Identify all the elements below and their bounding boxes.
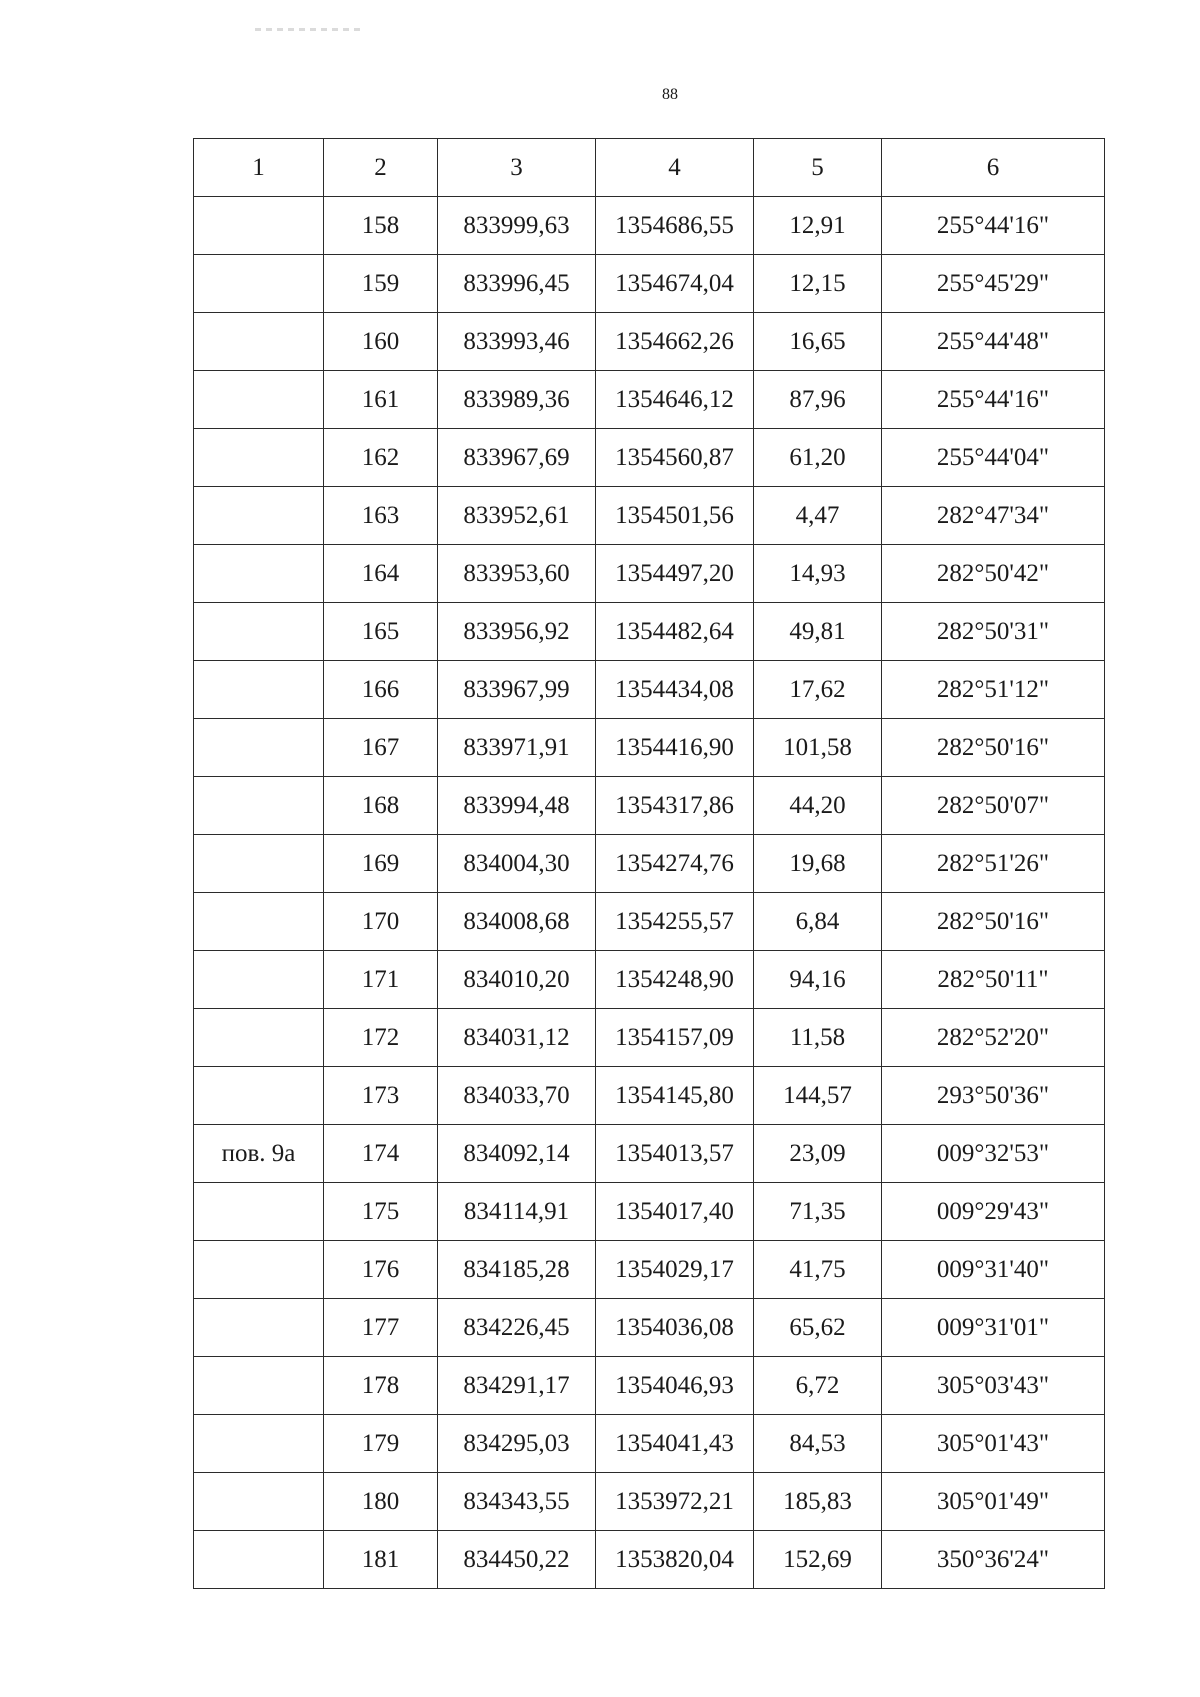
turn-label-cell bbox=[194, 313, 324, 371]
point-number-cell: 174 bbox=[324, 1125, 438, 1183]
turn-label-cell bbox=[194, 719, 324, 777]
distance-cell: 41,75 bbox=[754, 1241, 882, 1299]
table-body bbox=[194, 197, 1105, 1589]
distance-cell: 101,58 bbox=[754, 719, 882, 777]
distance-cell: 144,57 bbox=[754, 1067, 882, 1125]
bearing-cell: 350°36'24" bbox=[882, 1531, 1105, 1589]
bearing-cell: 009°29'43" bbox=[882, 1183, 1105, 1241]
distance-cell: 44,20 bbox=[754, 777, 882, 835]
bearing-cell: 255°44'16" bbox=[882, 371, 1105, 429]
point-number-cell: 166 bbox=[324, 661, 438, 719]
turn-label-cell bbox=[194, 603, 324, 661]
turn-label-cell bbox=[194, 1357, 324, 1415]
bearing-cell: 009°32'53" bbox=[882, 1125, 1105, 1183]
y-coordinate-cell: 1354255,57 bbox=[596, 893, 754, 951]
bearing-cell: 282°50'11" bbox=[882, 951, 1105, 1009]
x-coordinate-cell: 834450,22 bbox=[438, 1531, 596, 1589]
y-coordinate-cell: 1353820,04 bbox=[596, 1531, 754, 1589]
turn-label-cell bbox=[194, 197, 324, 255]
x-coordinate-cell: 834033,70 bbox=[438, 1067, 596, 1125]
x-coordinate-cell: 834031,12 bbox=[438, 1009, 596, 1067]
point-number-cell: 162 bbox=[324, 429, 438, 487]
distance-cell: 185,83 bbox=[754, 1473, 882, 1531]
page-number: 88 bbox=[662, 86, 678, 103]
distance-cell: 17,62 bbox=[754, 661, 882, 719]
turn-label-cell bbox=[194, 951, 324, 1009]
bearing-cell: 305°01'43" bbox=[882, 1415, 1105, 1473]
x-coordinate-cell: 833999,63 bbox=[438, 197, 596, 255]
distance-cell: 12,91 bbox=[754, 197, 882, 255]
distance-cell: 152,69 bbox=[754, 1531, 882, 1589]
distance-cell: 16,65 bbox=[754, 313, 882, 371]
table-row bbox=[194, 1357, 1105, 1415]
x-coordinate-cell: 834004,30 bbox=[438, 835, 596, 893]
turn-label-cell bbox=[194, 429, 324, 487]
y-coordinate-cell: 1354046,93 bbox=[596, 1357, 754, 1415]
turn-label-cell bbox=[194, 255, 324, 313]
distance-cell: 49,81 bbox=[754, 603, 882, 661]
bearing-cell: 009°31'40" bbox=[882, 1241, 1105, 1299]
x-coordinate-cell: 834185,28 bbox=[438, 1241, 596, 1299]
x-coordinate-cell: 833971,91 bbox=[438, 719, 596, 777]
bearing-cell: 305°03'43" bbox=[882, 1357, 1105, 1415]
point-number-cell: 160 bbox=[324, 313, 438, 371]
turn-label-cell bbox=[194, 1415, 324, 1473]
turn-label-cell bbox=[194, 1009, 324, 1067]
point-number-cell: 173 bbox=[324, 1067, 438, 1125]
column-header: 2 bbox=[324, 139, 438, 197]
distance-cell: 12,15 bbox=[754, 255, 882, 313]
x-coordinate-cell: 833993,46 bbox=[438, 313, 596, 371]
x-coordinate-cell: 833953,60 bbox=[438, 545, 596, 603]
column-header: 3 bbox=[438, 139, 596, 197]
point-number-cell: 167 bbox=[324, 719, 438, 777]
distance-cell: 87,96 bbox=[754, 371, 882, 429]
table-row bbox=[194, 1125, 1105, 1183]
distance-cell: 14,93 bbox=[754, 545, 882, 603]
table-row bbox=[194, 719, 1105, 777]
y-coordinate-cell: 1354017,40 bbox=[596, 1183, 754, 1241]
bearing-cell: 255°44'04" bbox=[882, 429, 1105, 487]
coordinates-table bbox=[193, 138, 1105, 1589]
x-coordinate-cell: 833967,99 bbox=[438, 661, 596, 719]
y-coordinate-cell: 1354041,43 bbox=[596, 1415, 754, 1473]
table-row bbox=[194, 1473, 1105, 1531]
table-row bbox=[194, 255, 1105, 313]
point-number-cell: 169 bbox=[324, 835, 438, 893]
turn-label-cell bbox=[194, 1183, 324, 1241]
distance-cell: 65,62 bbox=[754, 1299, 882, 1357]
y-coordinate-cell: 1354274,76 bbox=[596, 835, 754, 893]
bearing-cell: 009°31'01" bbox=[882, 1299, 1105, 1357]
x-coordinate-cell: 834010,20 bbox=[438, 951, 596, 1009]
point-number-cell: 172 bbox=[324, 1009, 438, 1067]
point-number-cell: 171 bbox=[324, 951, 438, 1009]
y-coordinate-cell: 1354560,87 bbox=[596, 429, 754, 487]
bearing-cell: 282°50'16" bbox=[882, 893, 1105, 951]
point-number-cell: 180 bbox=[324, 1473, 438, 1531]
bearing-cell: 282°50'42" bbox=[882, 545, 1105, 603]
table-row bbox=[194, 835, 1105, 893]
y-coordinate-cell: 1354317,86 bbox=[596, 777, 754, 835]
table-row bbox=[194, 371, 1105, 429]
turn-label-cell: пов. 9а bbox=[194, 1125, 324, 1183]
turn-label-cell bbox=[194, 661, 324, 719]
point-number-cell: 181 bbox=[324, 1531, 438, 1589]
point-number-cell: 176 bbox=[324, 1241, 438, 1299]
y-coordinate-cell: 1354497,20 bbox=[596, 545, 754, 603]
scan-artifact bbox=[255, 28, 365, 31]
bearing-cell: 282°47'34" bbox=[882, 487, 1105, 545]
table-row bbox=[194, 1299, 1105, 1357]
table-row bbox=[194, 603, 1105, 661]
table-row bbox=[194, 1183, 1105, 1241]
bearing-cell: 282°50'31" bbox=[882, 603, 1105, 661]
bearing-cell: 282°51'12" bbox=[882, 661, 1105, 719]
table-row bbox=[194, 429, 1105, 487]
y-coordinate-cell: 1354662,26 bbox=[596, 313, 754, 371]
distance-cell: 6,72 bbox=[754, 1357, 882, 1415]
turn-label-cell bbox=[194, 487, 324, 545]
x-coordinate-cell: 834295,03 bbox=[438, 1415, 596, 1473]
y-coordinate-cell: 1354036,08 bbox=[596, 1299, 754, 1357]
y-coordinate-cell: 1354416,90 bbox=[596, 719, 754, 777]
point-number-cell: 163 bbox=[324, 487, 438, 545]
table-row bbox=[194, 487, 1105, 545]
bearing-cell: 255°44'48" bbox=[882, 313, 1105, 371]
table-row bbox=[194, 545, 1105, 603]
x-coordinate-cell: 833994,48 bbox=[438, 777, 596, 835]
bearing-cell: 282°51'26" bbox=[882, 835, 1105, 893]
table-row bbox=[194, 1531, 1105, 1589]
point-number-cell: 177 bbox=[324, 1299, 438, 1357]
y-coordinate-cell: 1354248,90 bbox=[596, 951, 754, 1009]
turn-label-cell bbox=[194, 1531, 324, 1589]
distance-cell: 61,20 bbox=[754, 429, 882, 487]
table-row bbox=[194, 777, 1105, 835]
distance-cell: 6,84 bbox=[754, 893, 882, 951]
y-coordinate-cell: 1354157,09 bbox=[596, 1009, 754, 1067]
x-coordinate-cell: 833952,61 bbox=[438, 487, 596, 545]
turn-label-cell bbox=[194, 777, 324, 835]
x-coordinate-cell: 833996,45 bbox=[438, 255, 596, 313]
bearing-cell: 293°50'36" bbox=[882, 1067, 1105, 1125]
table-row bbox=[194, 1009, 1105, 1067]
distance-cell: 71,35 bbox=[754, 1183, 882, 1241]
turn-label-cell bbox=[194, 1241, 324, 1299]
y-coordinate-cell: 1354145,80 bbox=[596, 1067, 754, 1125]
table-row bbox=[194, 197, 1105, 255]
y-coordinate-cell: 1354029,17 bbox=[596, 1241, 754, 1299]
turn-label-cell bbox=[194, 893, 324, 951]
distance-cell: 94,16 bbox=[754, 951, 882, 1009]
x-coordinate-cell: 833967,69 bbox=[438, 429, 596, 487]
y-coordinate-cell: 1354501,56 bbox=[596, 487, 754, 545]
x-coordinate-cell: 833989,36 bbox=[438, 371, 596, 429]
turn-label-cell bbox=[194, 545, 324, 603]
column-header: 1 bbox=[194, 139, 324, 197]
y-coordinate-cell: 1354434,08 bbox=[596, 661, 754, 719]
x-coordinate-cell: 834291,17 bbox=[438, 1357, 596, 1415]
table-row bbox=[194, 1067, 1105, 1125]
y-coordinate-cell: 1354674,04 bbox=[596, 255, 754, 313]
x-coordinate-cell: 834226,45 bbox=[438, 1299, 596, 1357]
distance-cell: 84,53 bbox=[754, 1415, 882, 1473]
bearing-cell: 282°50'07" bbox=[882, 777, 1105, 835]
table-row bbox=[194, 1415, 1105, 1473]
y-coordinate-cell: 1354686,55 bbox=[596, 197, 754, 255]
table-row bbox=[194, 951, 1105, 1009]
table-row bbox=[194, 313, 1105, 371]
column-header: 6 bbox=[882, 139, 1105, 197]
y-coordinate-cell: 1354646,12 bbox=[596, 371, 754, 429]
distance-cell: 11,58 bbox=[754, 1009, 882, 1067]
point-number-cell: 178 bbox=[324, 1357, 438, 1415]
x-coordinate-cell: 834114,91 bbox=[438, 1183, 596, 1241]
point-number-cell: 179 bbox=[324, 1415, 438, 1473]
x-coordinate-cell: 834092,14 bbox=[438, 1125, 596, 1183]
distance-cell: 19,68 bbox=[754, 835, 882, 893]
turn-label-cell bbox=[194, 835, 324, 893]
bearing-cell: 255°44'16" bbox=[882, 197, 1105, 255]
turn-label-cell bbox=[194, 1067, 324, 1125]
point-number-cell: 170 bbox=[324, 893, 438, 951]
y-coordinate-cell: 1353972,21 bbox=[596, 1473, 754, 1531]
table-row bbox=[194, 893, 1105, 951]
bearing-cell: 282°52'20" bbox=[882, 1009, 1105, 1067]
point-number-cell: 175 bbox=[324, 1183, 438, 1241]
point-number-cell: 165 bbox=[324, 603, 438, 661]
distance-cell: 4,47 bbox=[754, 487, 882, 545]
column-header: 4 bbox=[596, 139, 754, 197]
bearing-cell: 282°50'16" bbox=[882, 719, 1105, 777]
bearing-cell: 305°01'49" bbox=[882, 1473, 1105, 1531]
point-number-cell: 161 bbox=[324, 371, 438, 429]
bearing-cell: 255°45'29" bbox=[882, 255, 1105, 313]
point-number-cell: 159 bbox=[324, 255, 438, 313]
x-coordinate-cell: 834343,55 bbox=[438, 1473, 596, 1531]
distance-cell: 23,09 bbox=[754, 1125, 882, 1183]
point-number-cell: 158 bbox=[324, 197, 438, 255]
turn-label-cell bbox=[194, 371, 324, 429]
y-coordinate-cell: 1354013,57 bbox=[596, 1125, 754, 1183]
turn-label-cell bbox=[194, 1473, 324, 1531]
table-row bbox=[194, 661, 1105, 719]
column-header: 5 bbox=[754, 139, 882, 197]
turn-label-cell bbox=[194, 1299, 324, 1357]
point-number-cell: 164 bbox=[324, 545, 438, 603]
x-coordinate-cell: 834008,68 bbox=[438, 893, 596, 951]
x-coordinate-cell: 833956,92 bbox=[438, 603, 596, 661]
table-row bbox=[194, 1241, 1105, 1299]
point-number-cell: 168 bbox=[324, 777, 438, 835]
table-header-row bbox=[194, 139, 1105, 197]
y-coordinate-cell: 1354482,64 bbox=[596, 603, 754, 661]
